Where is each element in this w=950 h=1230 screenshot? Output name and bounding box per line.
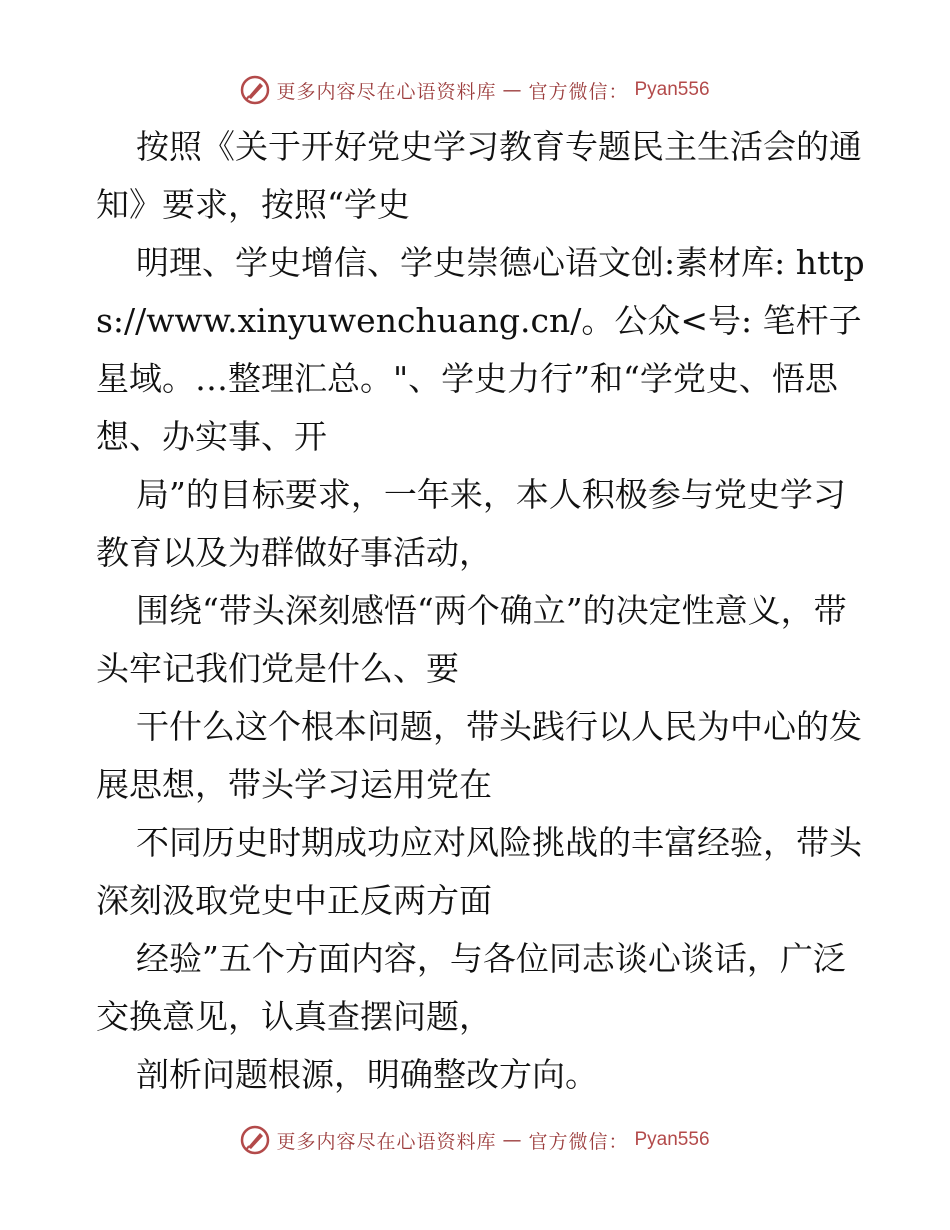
footer-banner-separator: —: [502, 1129, 523, 1151]
paragraph: 经验”五个方面内容，与各位同志谈心谈话，广泛交换意见，认真查摆问题，: [96, 939, 846, 1036]
paragraph: 剖析问题根源，明确整改方向。: [136, 1055, 598, 1094]
header-banner-wechat-id: Pyan556: [634, 79, 710, 100]
paragraph: 局”的目标要求，一年来，本人积极参与党史学习教育以及为群做好事活动，: [96, 475, 846, 572]
paragraph: 按照《关于开好党史学习教育专题民主生活会的通知》要求，按照“学史: [96, 127, 862, 224]
paragraph: 干什么这个根本问题，带头践行以人民为中心的发展思想，带头学习运用党在: [96, 707, 862, 804]
footer-banner-text: 更多内容尽在心语资料库: [276, 1130, 497, 1153]
footer-banner: [0, 1120, 950, 1160]
document-body: [96, 118, 866, 1104]
header-banner-separator: —: [502, 79, 523, 101]
quill-logo-icon: [240, 75, 270, 105]
paragraph: 围绕“带头深刻感悟“两个确立”的决定性意义，带头牢记我们党是什么、要: [96, 591, 847, 688]
paragraph: 明理、学史增信、学史崇德心语文创:素材库: https://www.xinyuwenchuang.cn/。公众<号: 笔杆子星域。…整理汇总。"、学史力行”和“学党史、悟思想、办实事、开: [96, 243, 865, 456]
quill-logo-icon: [240, 1125, 270, 1155]
header-banner: [0, 70, 950, 110]
header-banner-text: 更多内容尽在心语资料库: [276, 80, 497, 103]
header-banner-wechat-label: 官方微信：: [528, 80, 629, 103]
footer-banner-wechat-id: Pyan556: [634, 1129, 710, 1150]
footer-banner-wechat-label: 官方微信：: [528, 1130, 629, 1153]
paragraph: 不同历史时期成功应对风险挑战的丰富经验，带头深刻汲取党史中正反两方面: [96, 823, 862, 920]
